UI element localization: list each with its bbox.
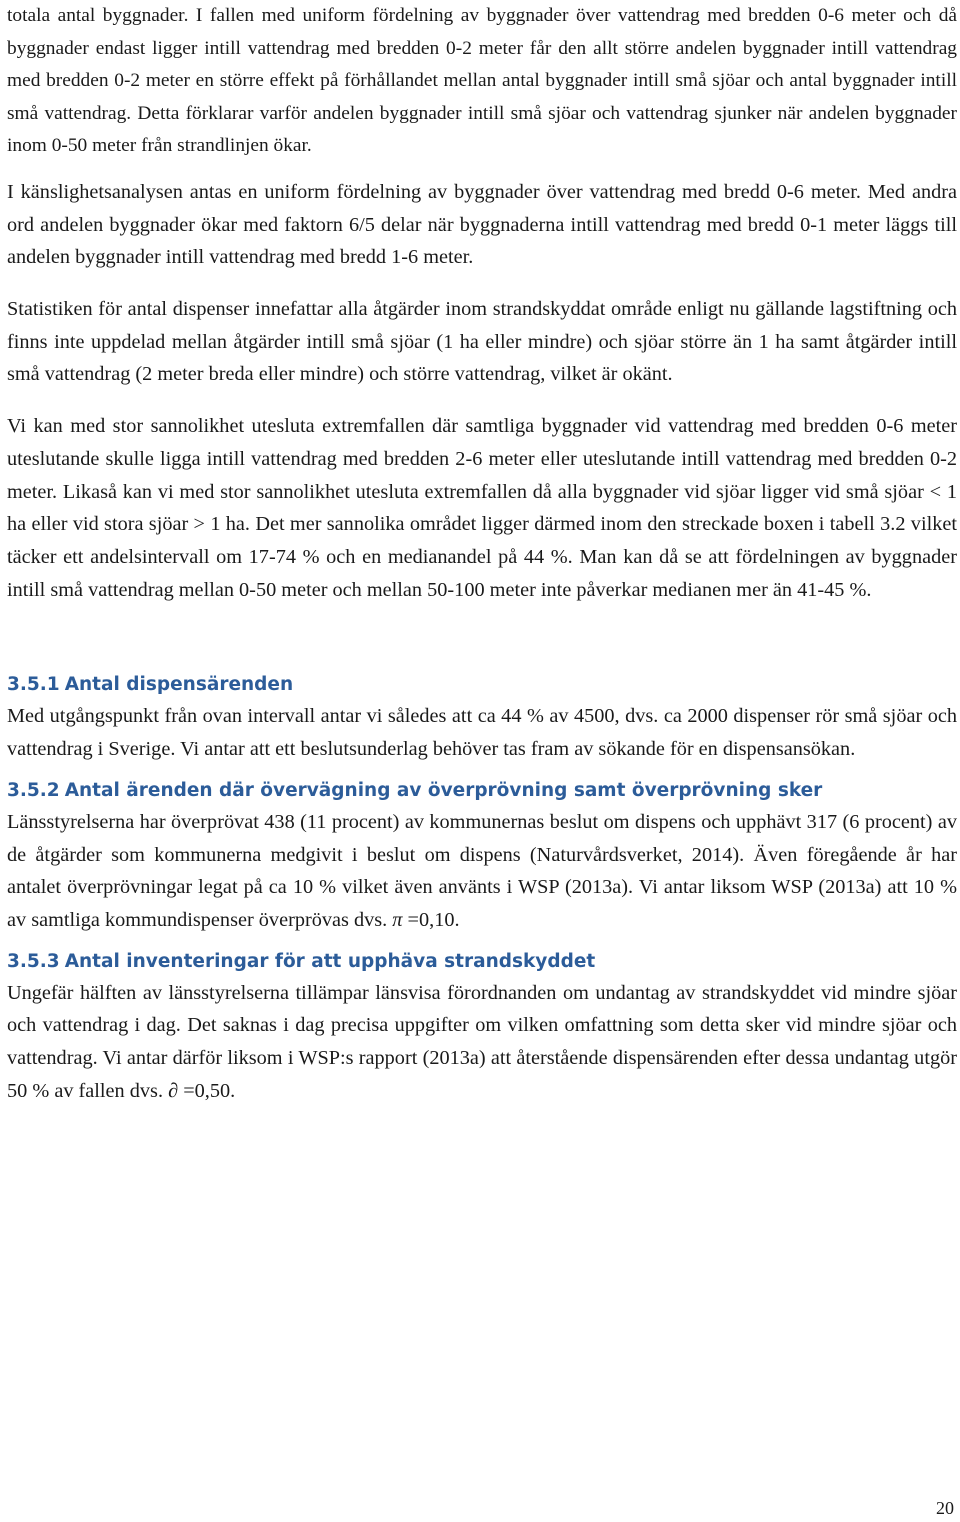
section-number: 3.5.3 [7,950,60,972]
section-title: Antal inventeringar för att upphäva strandskyddet [64,950,596,972]
section-body [7,977,957,1108]
paragraph: Statistiken för antal dispenser innefattar alla åtgärder inom strandskyddat område enligt nu gällande lagstiftning och finns inte uppdelad mellan åtgärder intill små sjöar (1 ha eller mindre) och sjöar större än 1 ha samt åtgärder intill små vattendrag (2 meter breda eller mindre) och större vattendrag, vilket är okänt. [7,298,957,386]
section-text: Ungefär hälften av länsstyrelserna tillämpar länsvisa förordnanden om undantag av strandskyddet vid mindre sjöar och vattendrag i dag. Det saknas i dag precisa uppgifter om vilken omfattning som detta sker vid mindre sjöar och vattendrag. Vi antar därför liksom i WSP:s rapport (2013a) att återstående dispensärenden efter dessa undantag utgör 50 % av fallen dvs. [7,981,957,1102]
formula-value: =0,10. [407,908,460,931]
page-number: 20 [936,1498,954,1518]
section-number: 3.5.1 [7,674,60,696]
formula-value: =0,50. [183,1079,236,1102]
paragraph: Vi kan med stor sannolikhet utesluta extremfallen där samtliga byggnader vid vattendrag med bredden 0-6 meter uteslutande skulle ligga intill vattendrag med bredden 2-6 meter eller uteslutande intill vattendrag med bredden 0-2 meter. Likaså kan vi med stor sannolikhet utesluta extremfallen då alla byggnader vid sjöar ligger vid små sjöar < 1 ha eller vid stora sjöar > 1 ha. Det mer sannolika området ligger därmed inom den streckade boxen i tabell 3.2 vilket täcker ett andelsintervall om 17-74 % och en medianandel på 44 %. Man kan då se att fördelningen av byggnader intill små vattendrag mellan 0-50 meter och mellan 50-100 meter inte påverkar medianen mer än 41-45 %. [7,415,957,601]
section-heading [7,776,957,806]
partial-symbol: ∂ [168,1079,179,1102]
section-heading [7,947,957,977]
section-title: Antal dispensärenden [64,674,294,696]
section-body: Med utgångspunkt från ovan intervall antar vi således att ca 44 % av 4500, dvs. ca 2000 dispenser rör små sjöar och vattendrag i Sverige. Vi antar att ett beslutsunderlag behöver tas fram av sökande för en dispensansökan. [7,705,957,761]
section-text: Länsstyrelserna har överprövat 438 (11 procent) av kommunernas beslut om dispens och upphävt 317 (6 procent) av de åtgärder som kommunerna medgivit i beslut om dispens (Naturvårdsverket, 2014). Även föregående år har antalet överprövningar legat på ca 10 % vilket även använts i WSP (2013a). Vi antar liksom WSP (2013a) att 10 % av samtliga kommundispenser överprövas dvs. [7,810,957,931]
paragraph: I känslighetsanalysen antas en uniform fördelning av byggnader över vattendrag med bredd 0-6 meter. Med andra ord andelen byggnader ökar med faktorn 6/5 delar när byggnaderna intill vattendrag med bredd 0-1 meter läggs till andelen byggnader intill vattendrag med bredd 1-6 meter. [7,180,957,269]
section-heading [7,670,957,700]
section-body [7,806,957,937]
section-number: 3.5.2 [7,779,60,801]
section-title: Antal ärenden där övervägning av överprövning samt överprövning sker [64,779,823,801]
pi-symbol: π [392,908,403,931]
document-page [7,0,957,1107]
paragraph: totala antal byggnader. I fallen med uniform fördelning av byggnader över vattendrag med bredden 0-6 meter och då byggnader endast ligger intill vattendrag med bredden 0-2 meter får den allt större andelen byggnader intill vattendrag med bredden 0-2 meter en större effekt på förhållandet mellan antal byggnader intill små sjöar och antal byggnader intill små vattendrag. Detta förklarar varför andelen byggnader intill små sjöar och vattendrag sjunker när andelen byggnader inom 0-50 meter från strandlinjen ökar. [7,5,957,157]
